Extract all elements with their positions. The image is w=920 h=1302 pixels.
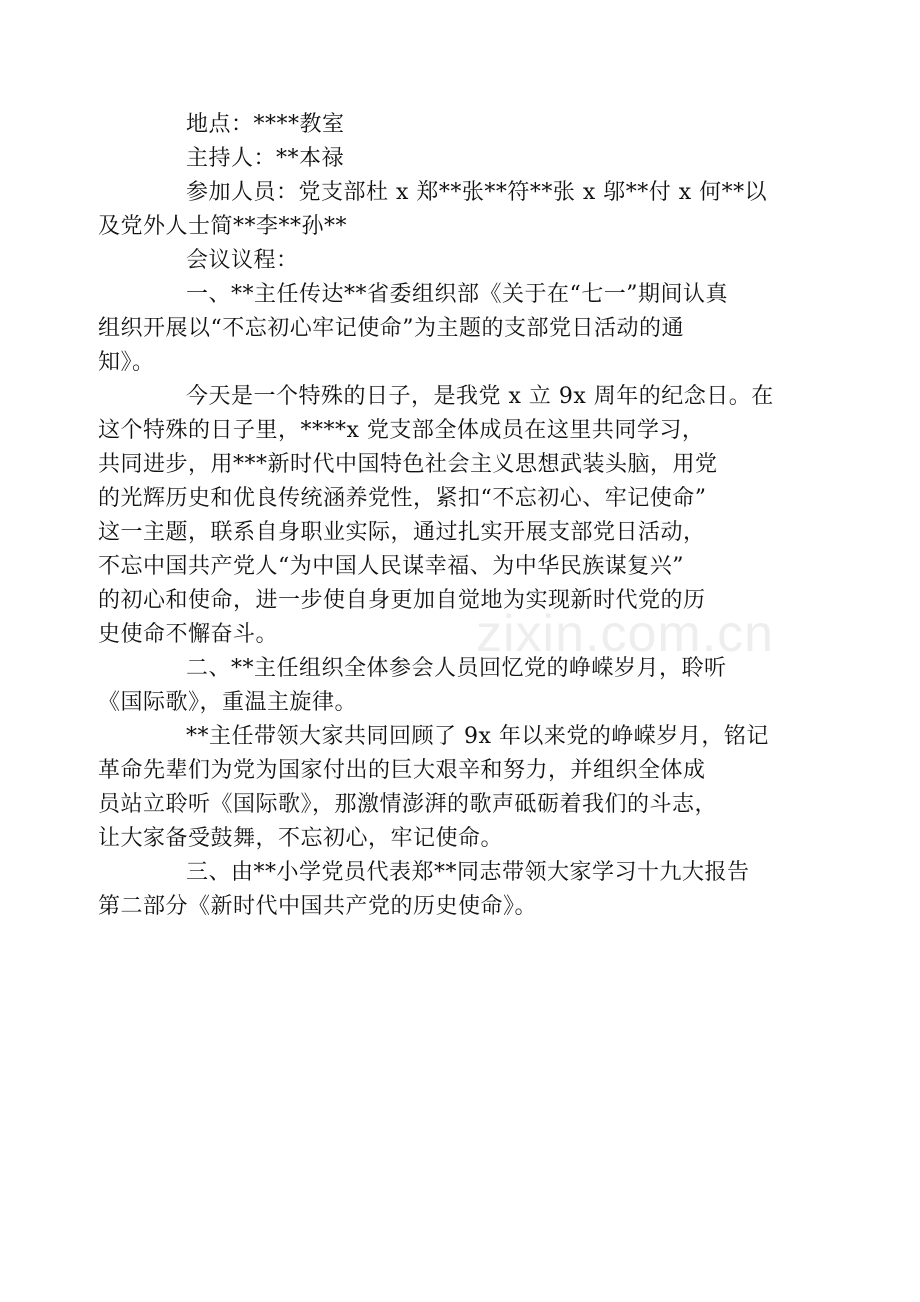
text-line: 革命先辈们为党为国家付出的巨大艰辛和努力，并组织全体成 — [98, 758, 706, 783]
watermark: zixin.com.cn — [476, 605, 775, 663]
text-line: 让大家备受鼓舞，不忘初心，牢记使命。 — [98, 826, 504, 851]
text-line: 《国际歌》，重温主旋律。 — [98, 690, 358, 715]
text-line: 一、**主任传达**省委组织部《关于在“七一”期间认真 — [186, 282, 728, 307]
text-line: 三、由**小学党员代表郑**同志带领大家学习十九大报告 — [186, 860, 750, 885]
text-line: 及党外人士简**李**孙** — [98, 214, 348, 239]
text-line: 知》。 — [98, 350, 155, 375]
text-line: 组织开展以“不忘初心牢记使命”为主题的支部党日活动的通 — [98, 316, 684, 341]
document-page — [98, 108, 782, 924]
paragraph-item-two — [98, 652, 782, 720]
text-line: 今天是一个特殊的日子，是我党 x 立 9x 周年的纪念日。在 — [186, 384, 774, 409]
text-line: 史使命不懈奋斗。 — [98, 622, 279, 647]
text-line: 的初心和使命，进一步使自身更加自觉地为实现新时代党的历 — [98, 588, 706, 613]
paragraph-review — [98, 720, 782, 856]
paragraph-attendees — [98, 176, 782, 244]
text-line: 这个特殊的日子里，****x 党支部全体成员在这里共同学习， — [98, 418, 705, 443]
text-line: 主持人：**本禄 — [186, 146, 345, 171]
text-line: 第二部分《新时代中国共产党的历史使命》。 — [98, 894, 538, 919]
paragraph-location — [142, 108, 782, 142]
paragraph-host — [142, 142, 782, 176]
paragraph-agenda-heading — [142, 244, 782, 278]
paragraph-today — [98, 380, 782, 652]
text-line: 二、**主任组织全体参会人员回忆党的峥嵘岁月，聆听 — [186, 656, 727, 681]
text-line: **主任带领大家共同回顾了 9x 年以来党的峥嵘岁月，铭记 — [186, 724, 769, 749]
text-line: 参加人员：党支部杜 x 郑**张**符**张 x 邬**付 x 何**以 — [186, 180, 768, 205]
text-line: 地点：****教室 — [186, 112, 345, 137]
text-line: 员站立聆听《国际歌》，那激情澎湃的歌声砥砺着我们的斗志， — [98, 792, 718, 817]
text-line: 这一主题，联系自身职业实际，通过扎实开展支部党日活动， — [98, 520, 706, 545]
text-line: 不忘中国共产党人“为中国人民谋幸福、为中华民族谋复兴” — [98, 554, 684, 579]
text-line: 的光辉历史和优良传统涵养党性，紧扣“不忘初心、牢记使命” — [98, 486, 707, 511]
paragraph-item-one — [98, 278, 782, 380]
text-line: 会议议程： — [186, 248, 299, 273]
text-line: 共同进步，用***新时代中国特色社会主义思想武装头脑，用党 — [98, 452, 718, 477]
paragraph-item-three — [98, 856, 782, 924]
